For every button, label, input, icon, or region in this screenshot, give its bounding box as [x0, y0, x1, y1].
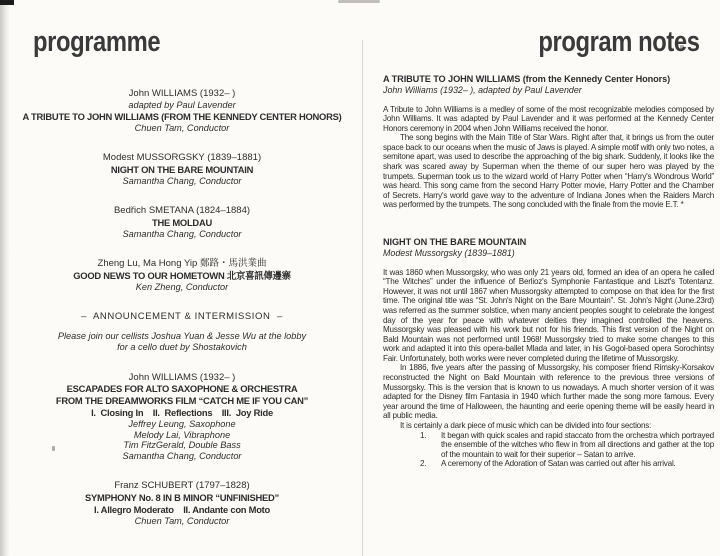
composer-line: Modest MUSSORGSKY (1839–1881) [102, 152, 262, 163]
notes-numbered-list [420, 431, 714, 469]
composer-line: Franz SCHUBERT (1797–1828) [114, 480, 250, 491]
performer-line: Samantha Chang, Conductor [122, 450, 242, 461]
notes-paragraph: In 1886, five years after the passing of Mussorgsky, his composer friend Rimsky-Korsakov reconstructed the Night on Bald Mountain with reference to the previous three versions of Mussorgsky. This is the version that is known to us nowadays. A much shorter version of it was adapted for the Disney film Fantasia in 1940 which further made the song more famous. Every year around the time of Halloween, the haunting and eerie opening theme will be easily heard in all public media. [383, 363, 714, 421]
list-number: 1. [420, 430, 427, 440]
announcement-note-line: for a cello duet by Shostakovich [117, 341, 247, 352]
performer-line: Tim FitzGerald, Double Bass [123, 440, 241, 450]
notes-paragraph: The song begins with the Main Title of Star Wars. Right after that, it brings us from the outer space back to our oceans when the music of Jaws is played. A simple motif with only two notes, a semitone apart, was used to describe the approaching of the big shark. Suddenly, it looks like the shark was scared away by Superman when the theme of our super hero was played by the trumpets. Superman took us to the wizard world of Harry Potter when “Harry's Wondrous World” was heard. This song came from the second Harry Potter movie, Harry Potter and the Chamber of Secrets. Harry's world gave way to the adventure of Indiana Jones when the Raiders March was performed by the trumpets. The song concluded with the finale from the movie E.T. * [383, 133, 714, 210]
notes-section [383, 74, 714, 210]
programme-heading: programme [33, 26, 161, 58]
piece-title: THE MOLDAU [152, 216, 212, 228]
programme-item [16, 258, 348, 292]
program-notes-heading: program notes [538, 26, 700, 58]
notes-list-item [420, 459, 714, 469]
arranger-line: adapted by Paul Lavender [128, 99, 236, 110]
piece-title: FROM THE DREAMWORKS FILM “CATCH ME IF YOU CAN” [55, 395, 309, 406]
composer-line: Zheng Lu, Ma Hong Yip 鄭路・馬洪業曲 [97, 258, 267, 269]
page-gutter-line [362, 40, 363, 556]
performer-line: Chuen Tam, Conductor [134, 515, 230, 526]
notes-section [383, 237, 714, 469]
program-notes-sections [383, 74, 714, 469]
performer-line: Melody Lai, Vibraphone [133, 429, 231, 440]
programme-item [16, 480, 348, 526]
list-number: 2. [420, 459, 427, 469]
programme-list [16, 88, 348, 545]
notes-section-title: NIGHT ON THE BARE MOUNTAIN [383, 237, 527, 248]
notes-paragraph: A Tribute to John Williams is a medley of some of the most recognizable melodies composed by John Williams. It was adapted by Paul Lavender and it was performed at the Kennedy Center Honors ceremony in 2004 when John Williams received the honor. [383, 104, 714, 133]
piece-title: I. Allegro Moderato II. Andante con Moto [93, 503, 271, 515]
piece-title: GOOD NEWS TO OUR HOMETOWN 北京喜訊傳邊寨 [73, 269, 291, 281]
performer-line: Jeffrey Leung, Saxophone [128, 419, 236, 429]
list-item-text: A ceremony of the Adoration of Satan was carried out after his arrival. [441, 459, 676, 469]
announcement-line: – ANNOUNCEMENT & INTERMISSION – [81, 311, 283, 322]
composer-line: John WILLIAMS (1932– ) [128, 371, 236, 383]
notes-section-title: A TRIBUTE TO JOHN WILLIAMS (from the Kennedy Center Honors) [383, 74, 671, 84]
notes-section-byline: Modest Mussorgsky (1839–1881) [383, 248, 515, 259]
performer-line: Samantha Chang, Conductor [122, 228, 242, 239]
piece-title: I. Closing In II. Reflections III. Joy Ride [91, 407, 273, 418]
programme-item [16, 205, 348, 239]
notes-paragraph: It was 1860 when Mussorgsky, who was only 21 years old, formed an idea of an opera he called “The Witches” under the influence of Berlioz's Symphonie Fantastique and Liszt's Totentanz. However, it was not until 1867 when Mussorgsky attempted to compose on that idea for the first time. The original title was “St. John's Night on the Bare Mountain”. St. John's Night (June.23rd) was referred as the summer solstice, when many ancient peoples sought to celebrate the longest day of the year for peace with whatever deities they imagined controlled the heavens. Mussorgsky was pleased with his work but not for his friends. This first version of the Night on Bald Mountain was not performed until 1968! Mussorgsky tried to make some changes to this work and adapted it into this opera-ballet Mlada and later, in his Gogol-based opera Sorochintsy Fair. Unfortunately, both works were never completed during the lifetime of Mussorgsky. [383, 267, 714, 363]
programme-item [16, 372, 348, 462]
piece-title: NIGHT ON THE BARE MOUNTAIN [110, 163, 254, 175]
notes-section-byline: John Williams (1932– ), adapted by Paul Lavender [383, 85, 582, 95]
intermission-block [16, 311, 348, 353]
piece-title: ESCAPADES FOR ALTO SAXOPHONE & ORCHESTRA [66, 383, 298, 394]
performer-line: Chuen Tam, Conductor [134, 122, 230, 133]
announcement-note-line: Please join our cellists Joshua Yuan & Jesse Wu at the lobby [57, 330, 307, 341]
composer-line: John WILLIAMS (1932– ) [128, 88, 236, 99]
programme-item [16, 88, 348, 133]
programme-item [16, 152, 348, 186]
piece-title: SYMPHONY No. 8 IN B MINOR “UNFINISHED” [85, 491, 279, 503]
announcement-note [16, 331, 348, 353]
notes-paragraph: It is certainly a dark piece of music which can be divided into four sections: [400, 421, 652, 431]
scan-artifact-top-left [0, 0, 14, 5]
performer-line: Ken Zheng, Conductor [135, 281, 229, 292]
scan-left-edge-shadow [0, 0, 9, 556]
performer-line: Samantha Chang, Conductor [122, 175, 242, 186]
composer-line: Bedřich SMETANA (1824–1884) [113, 205, 251, 216]
piece-title: A TRIBUTE TO JOHN WILLIAMS (FROM THE KENNEDY CENTER HONORS) [22, 110, 342, 122]
scan-artifact-gutter [338, 0, 380, 3]
notes-list-item [420, 431, 714, 460]
list-item-text: It began with quick scales and rapid staccato from the orchestra which portrayed the ensemble of the witches who flew in from all directions and gather at the top of the mountain to wait for their superior – Satan to arrive. [441, 430, 714, 459]
